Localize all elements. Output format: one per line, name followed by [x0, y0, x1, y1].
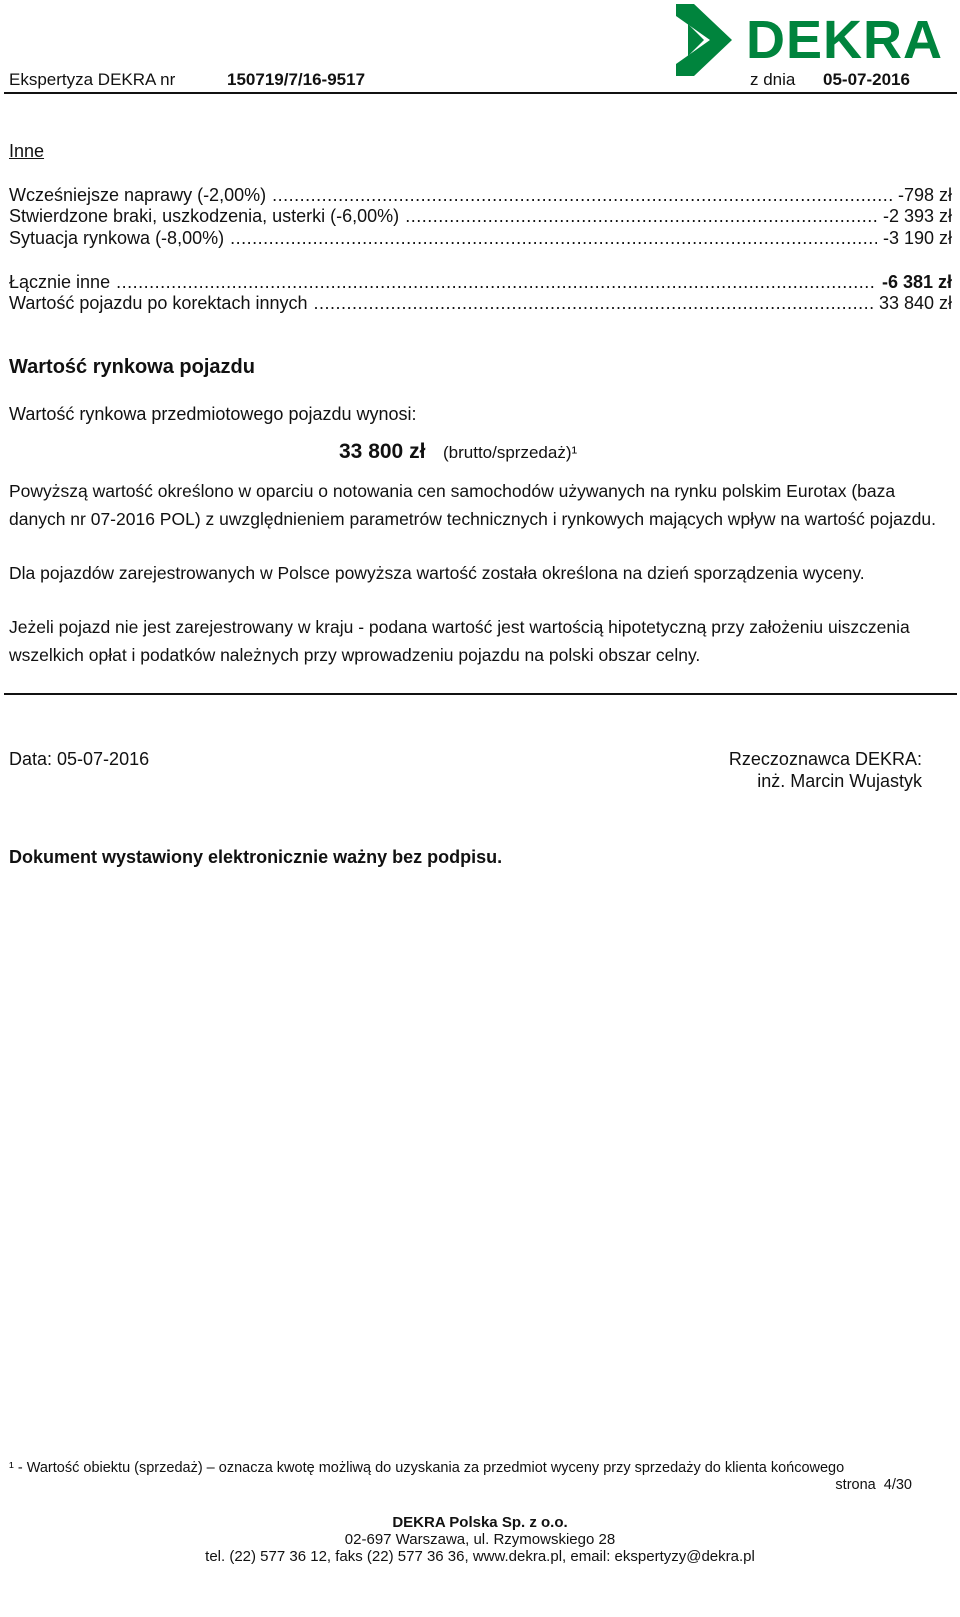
other-item-defects: Stwierdzone braki, uszkodzenia, usterki (-6,00%) ..... -2 393 zł	[9, 205, 952, 227]
expert-name: inż. Marcin Wujastyk	[757, 771, 922, 791]
other-total: Łącznie inne ..... -6 381 zł	[9, 271, 952, 293]
footnote: ¹ - Wartość obiektu (sprzedaż) – oznacza kwotę możliwą do uzyskania za przedmiot wyceny przy sprzedaży do klienta końcowego	[9, 1460, 845, 1476]
market-value-amount: 33 800 zł	[339, 440, 426, 463]
section-other-title: Inne	[9, 141, 45, 161]
expert-label: Rzeczoznawca DEKRA:	[728, 749, 922, 769]
market-value-title: Wartość rynkowa pojazdu	[9, 356, 255, 378]
report-prefix: Ekspertyza DEKRA nr	[9, 70, 176, 89]
dekra-logo	[676, 4, 944, 80]
market-value-note: (brutto/sprzedaż)¹	[443, 443, 578, 462]
value-after-other: Wartość pojazdu po korektach innych ..... 33 840 zł	[9, 292, 952, 314]
market-value-paragraph-1: Powyższą wartość określono w oparciu o notowania cen samochodów używanych na rynku polskim Eurotax (baza danych nr 07-2016 POL) z uwzględnieniem parametrów technicznych i rynkowych mających wpływ na wartość pojazdu.	[9, 481, 936, 529]
signature-date: Data: 05-07-2016	[9, 749, 150, 769]
other-item-market-situation: Sytuacja rynkowa (-8,00%) ..... -3 190 zł	[9, 227, 952, 249]
report-date: 05-07-2016	[823, 70, 910, 89]
report-number: 150719/7/16-9517	[227, 70, 366, 89]
logo-wordmark: DEKRA	[746, 10, 944, 70]
section-divider	[4, 693, 957, 695]
header-divider	[4, 92, 957, 94]
footer-company: DEKRA Polska Sp. z o.o.	[392, 1514, 568, 1531]
page-number: strona 4/30	[835, 1477, 912, 1493]
market-value-intro: Wartość rynkowa przedmiotowego pojazdu wynosi:	[9, 404, 417, 424]
market-value-paragraph-2: Dla pojazdów zarejestrowanych w Polsce powyższa wartość została określona na dzień sporządzenia wyceny.	[9, 563, 865, 583]
market-value-paragraph-3: Jeżeli pojazd nie jest zarejestrowany w kraju - podana wartość jest wartością hipotetyczną przy założeniu uiszczenia wszelkich opłat i podatków należnych przy wprowadzeniu pojazdu na polski obszar celny.	[9, 617, 910, 665]
electronic-document-note: Dokument wystawiony elektronicznie ważny bez podpisu.	[9, 847, 503, 867]
report-date-prefix: z dnia	[750, 70, 796, 89]
footer-contact: tel. (22) 577 36 12, faks (22) 577 36 36, www.dekra.pl, email: ekspertyzy@dekra.pl	[205, 1548, 755, 1565]
footer-address: 02-697 Warszawa, ul. Rzymowskiego 28	[344, 1531, 616, 1548]
other-item-previous-repairs: Wcześniejsze naprawy (-2,00%) ..... -798 zł	[9, 184, 952, 206]
